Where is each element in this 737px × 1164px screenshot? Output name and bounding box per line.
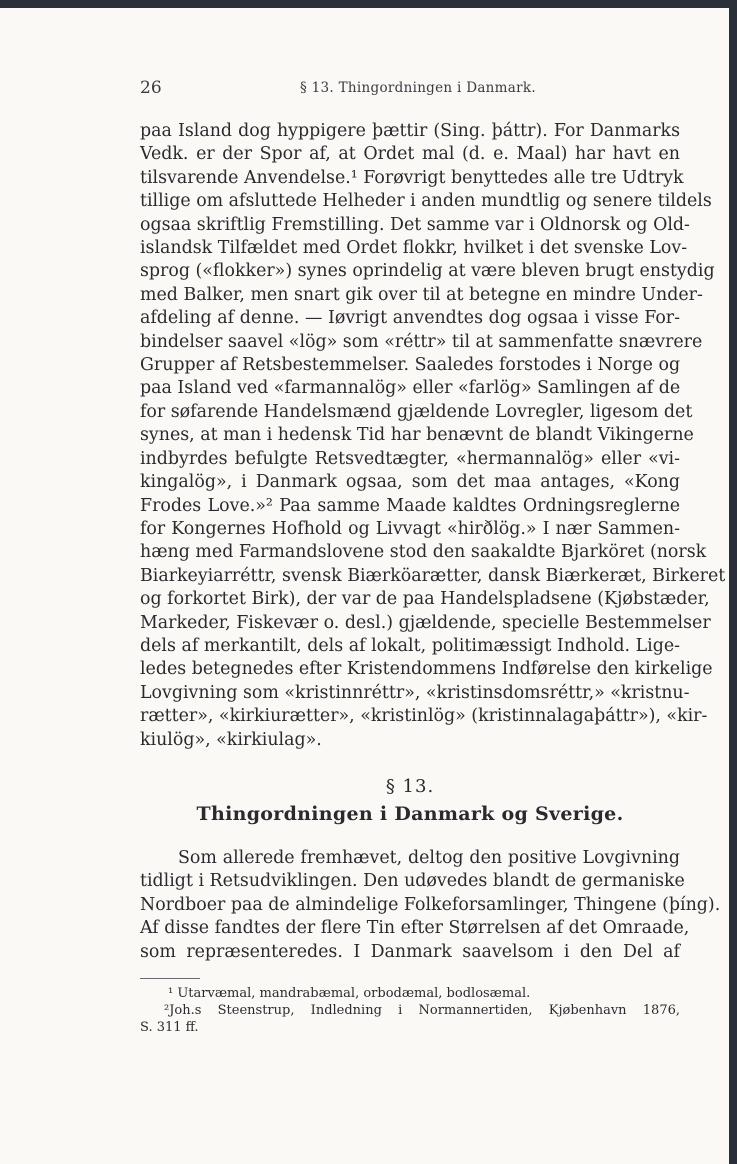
text-line: Som allerede fremhævet, deltog den positive Lovgivning	[178, 847, 680, 868]
page-number: 26	[140, 78, 162, 98]
footnote-2: ²Joh.s Steenstrup, Indledning i Normannertiden, Kjøbenhavn 1876,	[164, 1003, 680, 1018]
text-line: som repræsenteredes. I Danmark saavelsom i den Del af	[140, 941, 680, 962]
body-text	[140, 120, 726, 752]
text-line: hæng med Farmandslovene stod den saakaldte Bjarköret (norsk	[140, 542, 707, 563]
text-line: for Kongernes Hofhold og Livvagt «hirðlög.» I nær Sammen-	[140, 518, 680, 539]
footnote-rule	[140, 978, 200, 979]
text-line: indbyrdes befulgte Retsvedtægter, «hermannalög» eller «vi-	[140, 448, 680, 469]
text-line: for søfarende Handelsmænd gjældende Lovregler, ligesom det	[140, 401, 693, 422]
text-line: Vedk. er der Spor af, at Ordet mal (d. e. Maal) har havt en	[140, 144, 680, 165]
text-line: dels af merkantilt, dels af lokalt, politimæssigt Indhold. Lige-	[140, 635, 680, 656]
text-line: rætter», «kirkiurætter», «kristinlög» (kristinnalagaþáttr»), «kir-	[140, 706, 708, 727]
text-line: Lovgivning som «kristinnréttr», «kristinsdomsréttr,» «kristnu-	[140, 682, 690, 703]
section-title: Thingordningen i Danmark og Sverige.	[196, 802, 624, 825]
text-line: med Balker, men snart gik over til at betegne en mindre Under-	[140, 284, 703, 305]
book-page	[140, 78, 726, 1036]
text-line: islandsk Tilfældet med Ordet flokkr, hvilket i det svenske Lov-	[140, 238, 688, 259]
text-line: paa Island ved «farmannalög» eller «farlög» Samlingen af de	[140, 378, 681, 399]
text-line: tillige om afsluttede Helheder i anden mundtlig og senere tildels	[140, 191, 712, 212]
text-line: Biarkeyiarréttr, svensk Biærköarætter, dansk Biærkeræt, Birkeret	[140, 565, 726, 586]
text-line: ledes betegnedes efter Kristendommens Indførelse den kirkelige	[140, 659, 713, 680]
text-line: kiulög», «kirkiulag».	[140, 729, 322, 750]
text-line: kingalög», i Danmark ogsaa, som det maa antages, «Kong	[140, 472, 680, 493]
text-line: Frodes Love.»² Paa samme Maade kaldtes Ordningsreglerne	[140, 495, 680, 516]
section-text	[140, 847, 721, 964]
text-line: bindelser saavel «lög» som «réttr» til at sammenfatte snævrere	[140, 331, 703, 352]
text-line: og forkortet Birk), der var de paa Handelspladsene (Kjøbstæder,	[140, 589, 710, 610]
text-line: synes, at man i hedensk Tid har benævnt de blandt Vikingerne	[140, 425, 694, 446]
text-line: afdeling af denne. — Iøvrigt anvendtes dog ogsaa i visse For-	[140, 308, 680, 329]
text-line: paa Island dog hyppigere þættir (Sing. þáttr). For Danmarks	[140, 121, 680, 141]
text-line: tidligt i Retsudviklingen. Den udøvedes blandt de germaniske	[140, 871, 685, 892]
text-line: Grupper af Retsbestemmelser. Saaledes forstodes i Norge og	[140, 355, 681, 376]
section-number: § 13.	[385, 775, 435, 797]
text-line: Nordboer paa de almindelige Folkeforsamlinger, Thingene (þíng).	[140, 894, 721, 915]
scan-edge-top	[0, 0, 737, 8]
text-line: Af disse fandtes der flere Tin efter Størrelsen af det Omraade,	[140, 918, 690, 939]
footnote-1: ¹ Utarvæmal, mandrabæmal, orbodæmal, bodlosæmal.	[168, 986, 531, 1001]
footnotes	[140, 985, 680, 1036]
text-line: tilsvarende Anvendelse.¹ Forøvrigt benyttedes alle tre Udtryk	[140, 167, 684, 188]
running-title: § 13. Thingordningen i Danmark.	[300, 80, 536, 96]
running-head	[140, 78, 680, 104]
text-line: Markeder, Fiskevær o. desl.) gjældende, specielle Bestemmelser	[140, 612, 711, 633]
text-line: sprog («flokker») synes oprindelig at være bleven brugt enstydig	[140, 261, 715, 282]
text-line: ogsaa skriftlig Fremstilling. Det samme var i Oldnorsk og Old-	[140, 214, 690, 235]
scan-edge-right	[729, 0, 737, 1164]
footnote-2-cont: S. 311 ff.	[140, 1020, 199, 1035]
